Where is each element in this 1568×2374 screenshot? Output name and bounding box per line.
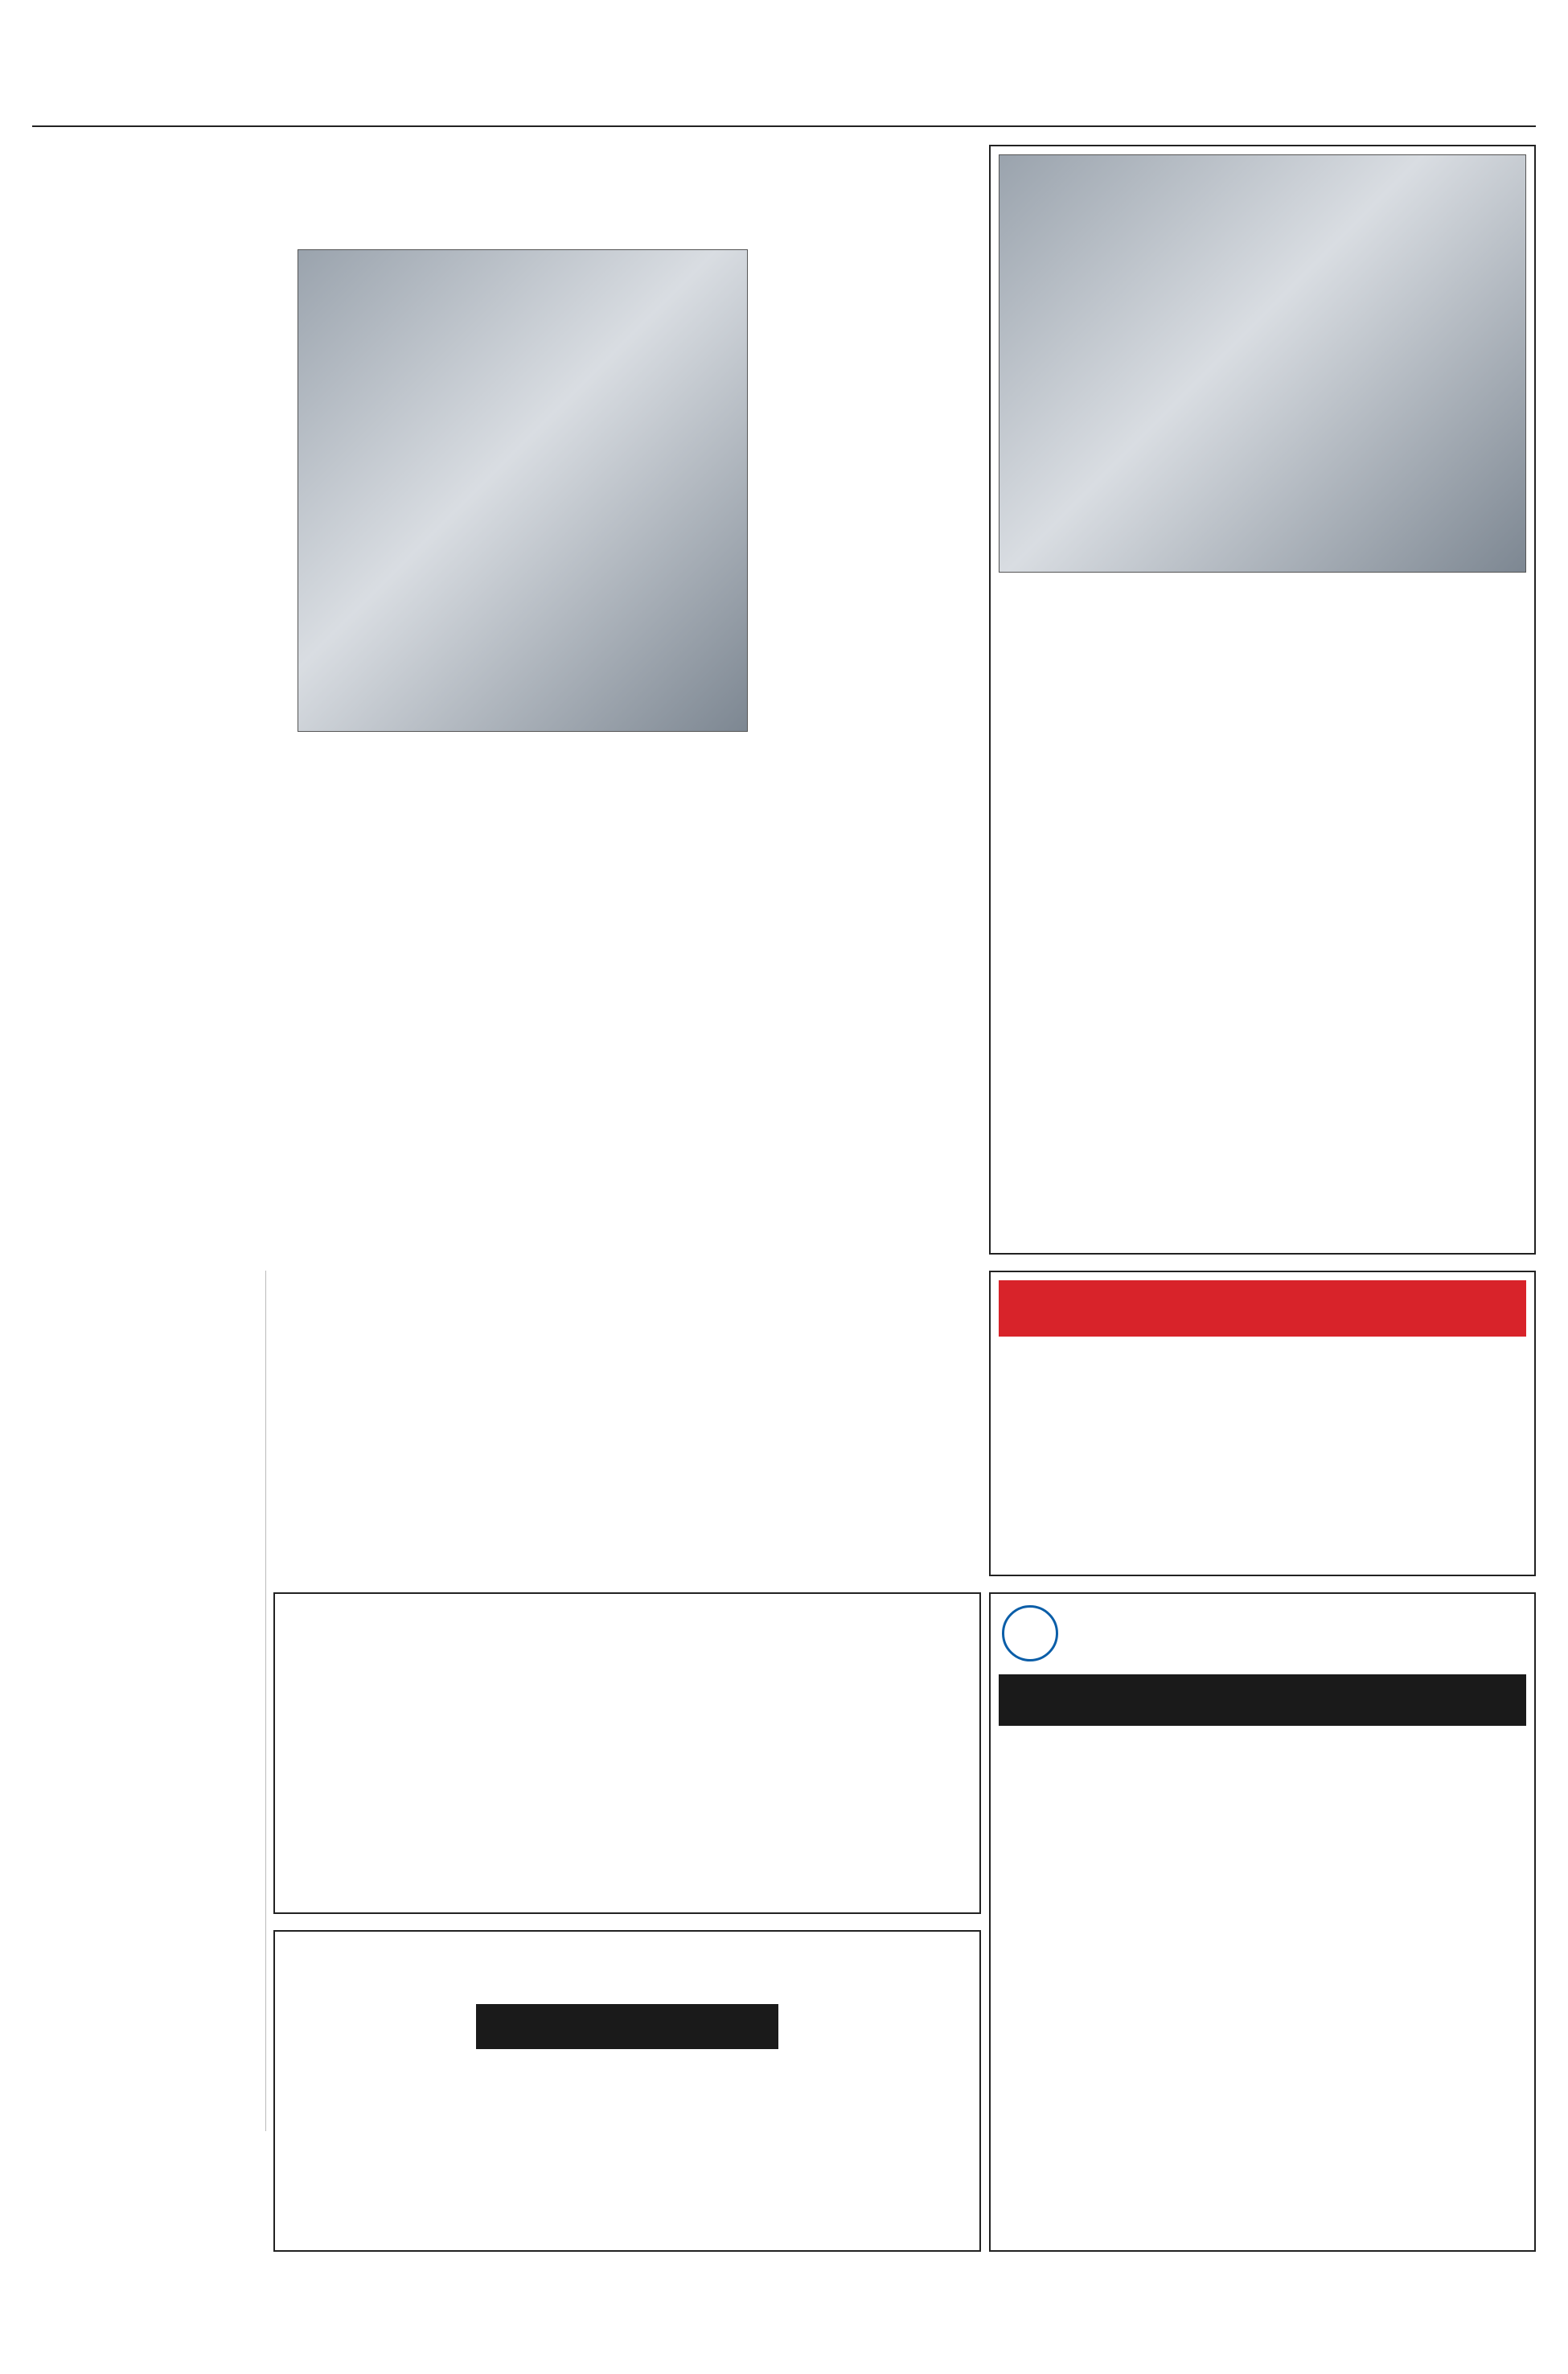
college-body [999,1739,1526,2237]
column-1-body [32,1311,257,2123]
bank-heading [283,1940,971,1988]
side-body [999,782,1526,1240]
lead-article [32,145,981,1255]
lead-headline [32,161,981,233]
column-2-headline [273,1271,499,1311]
college-crest-icon [1002,1605,1058,1661]
polytechnic-body [999,1345,1526,1562]
column-divider [265,1271,266,2131]
polytechnic-heading [999,1280,1526,1337]
newspaper-logo [1198,40,1536,113]
section-title [643,40,933,113]
column-3-headline [515,1271,740,1311]
date-line [153,56,491,105]
column-3-body [515,1311,740,1568]
lead-body [32,322,981,1238]
bank-tender-notice [273,1930,981,2252]
training-centre-notice [273,1592,981,1914]
column-4-headline [756,1271,981,1311]
college-name [1071,1605,1521,1661]
lead-author [32,249,273,306]
column-2 [273,1271,499,1576]
side-author [999,725,1526,774]
page-number [32,40,145,113]
column-3 [515,1271,740,1576]
bank-tender-body [283,2060,971,2237]
training-centre-heading [283,1602,971,1650]
side-article [989,145,1536,1255]
tender-notice-band [476,2004,778,2049]
column-2-body [273,1311,499,1568]
masthead [32,32,1536,121]
polytechnic-ad [989,1271,1536,1576]
training-centre-body [283,1658,971,1900]
column-1-headline [32,1271,257,1311]
column-4 [756,1271,981,1576]
college-ad [989,1592,1536,2252]
student-with-geometry-set-photo [999,154,1526,573]
masthead-rule [32,125,1536,127]
column-4-body [756,1311,981,1568]
side-headline [999,597,1526,709]
column-1 [32,1271,257,2131]
admission-banner [999,1674,1526,1726]
